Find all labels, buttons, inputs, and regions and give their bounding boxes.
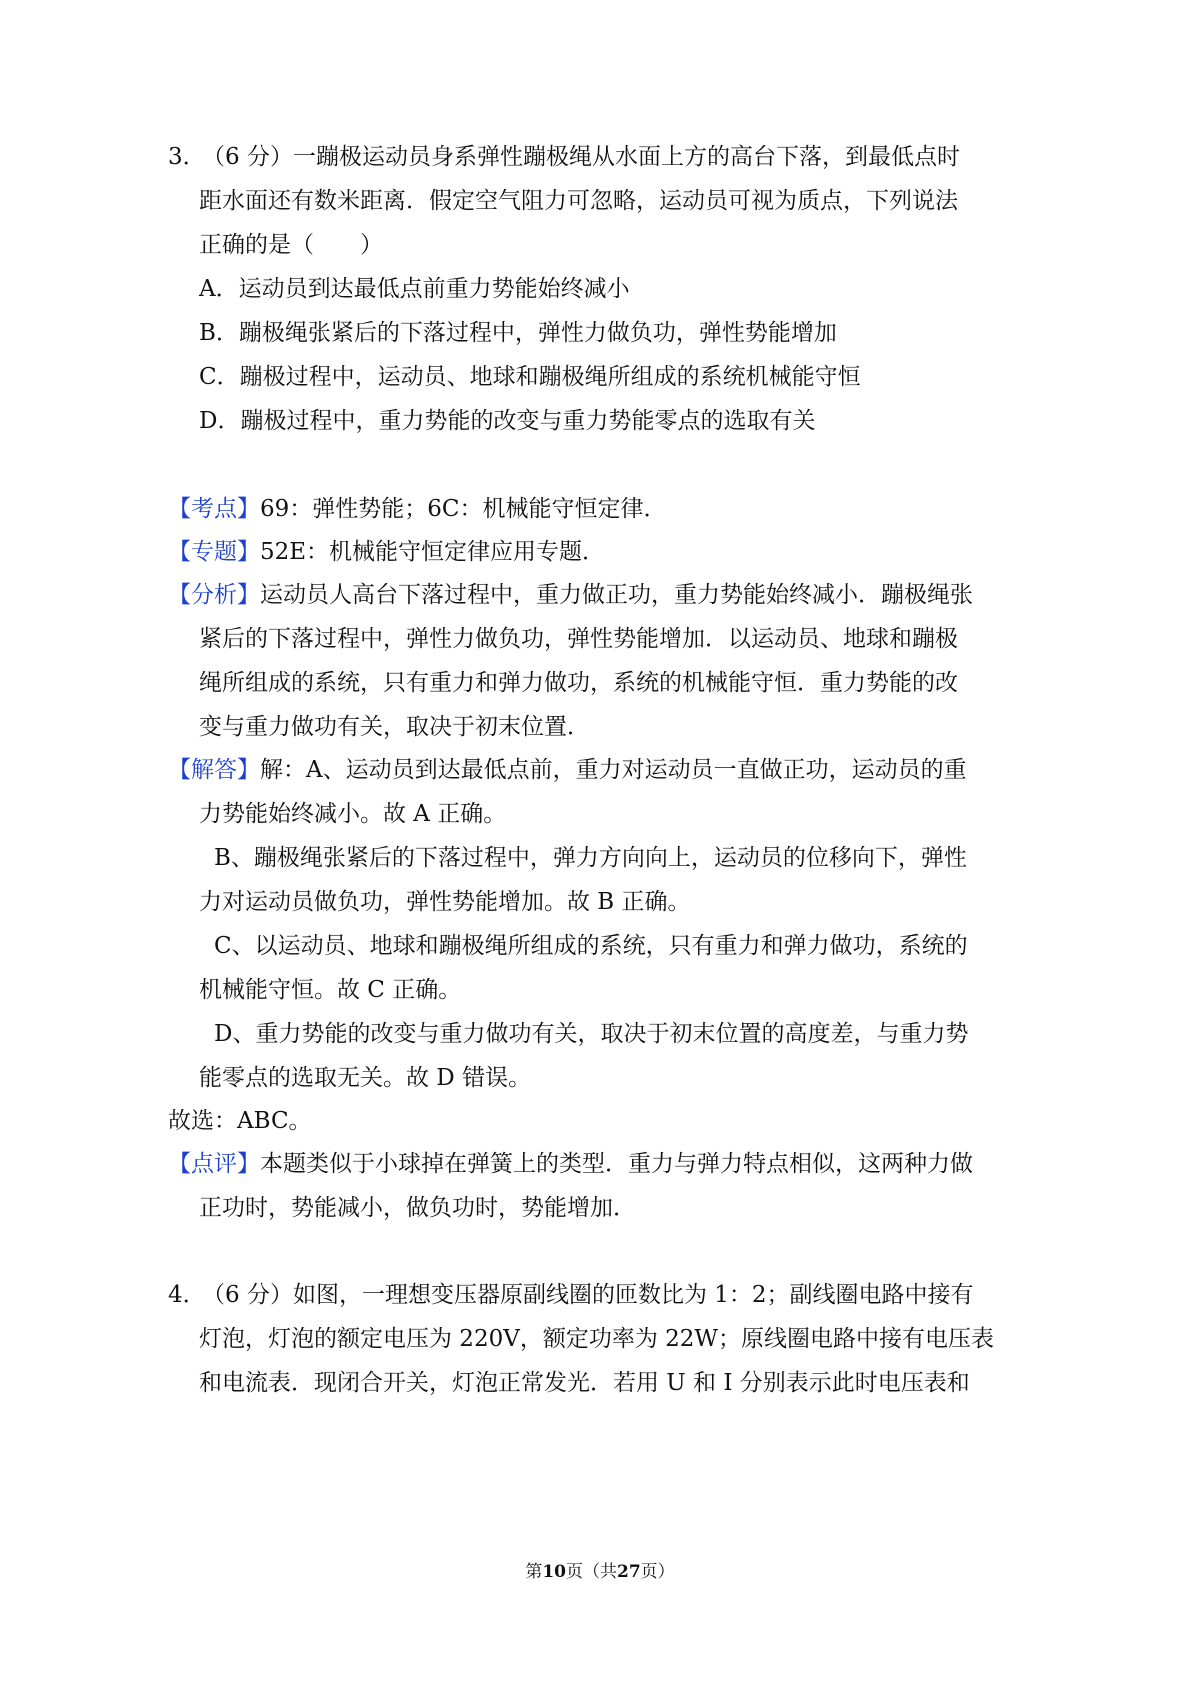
answer-line: 故选：ABC。	[168, 1108, 312, 1134]
footer-suffix: 页）	[640, 1562, 675, 1582]
q3-number: 3．	[168, 144, 206, 170]
q3-option-c: C．蹦极过程中，运动员、地球和蹦极绳所组成的系统机械能守恒	[199, 364, 861, 390]
q3-stem-1: （6 分）一蹦极运动员身系弹性蹦极绳从水面上方的高台下落，到最低点时	[202, 144, 960, 170]
kaodian-label: 【考点】	[168, 496, 260, 522]
q3-line-3: 正确的是（ ）	[199, 232, 383, 258]
jieda-line-6: 机械能守恒。故 C 正确。	[199, 977, 462, 1003]
q3-option-d: D．蹦极过程中，重力势能的改变与重力势能零点的选取有关	[199, 408, 816, 434]
dianping-line-2: 正功时，势能减小，做负功时，势能增加．	[199, 1195, 636, 1221]
fenxi-label: 【分析】	[168, 582, 260, 608]
jieda-text-1: 解：A、运动员到达最低点前，重力对运动员一直做正功，运动员的重	[260, 757, 967, 783]
dianping-line-1	[168, 1147, 973, 1181]
q4-stem-1: （6 分）如图，一理想变压器原副线圈的匝数比为 1：2；副线圈电路中接有	[202, 1282, 974, 1308]
fenxi-line-1	[168, 578, 973, 612]
zhuanti-text: 52E：机械能守恒定律应用专题．	[260, 539, 606, 565]
dianping-label: 【点评】	[168, 1151, 260, 1177]
jieda-line-4: 力对运动员做负功，弹性势能增加。故 B 正确。	[199, 889, 691, 915]
q3-line-1	[168, 140, 960, 174]
jieda-line-5: C、以运动员、地球和蹦极绳所组成的系统，只有重力和弹力做功，系统的	[214, 933, 968, 959]
footer-middle: 页（共	[566, 1562, 617, 1582]
jieda-line-7: D、重力势能的改变与重力做功有关，取决于初末位置的高度差，与重力势	[214, 1021, 969, 1047]
fenxi-line-2: 紧后的下落过程中，弹性力做负功，弹性势能增加．以运动员、地球和蹦极	[199, 626, 958, 652]
fenxi-text-1: 运动员人高台下落过程中，重力做正功，重力势能始终减小．蹦极绳张	[260, 582, 973, 608]
q4-number: 4．	[168, 1282, 206, 1308]
jieda-label: 【解答】	[168, 757, 260, 783]
jieda-line-8: 能零点的选取无关。故 D 错误。	[199, 1065, 532, 1091]
zhuanti-label: 【专题】	[168, 539, 260, 565]
dianping-text-1: 本题类似于小球掉在弹簧上的类型．重力与弹力特点相似，这两种力做	[260, 1151, 973, 1177]
kaodian-line	[168, 492, 667, 526]
page-footer	[0, 1560, 1200, 1584]
q3-option-b: B．蹦极绳张紧后的下落过程中，弹性力做负功，弹性势能增加	[199, 320, 837, 346]
jieda-line-3: B、蹦极绳张紧后的下落过程中，弹力方向向上，运动员的位移向下，弹性	[214, 845, 967, 871]
footer-page-number: 10	[542, 1562, 566, 1582]
q4-line-1	[168, 1278, 974, 1312]
kaodian-text: 69：弹性势能；6C：机械能守恒定律．	[260, 496, 667, 522]
fenxi-line-3: 绳所组成的系统，只有重力和弹力做功，系统的机械能守恒．重力势能的改	[199, 670, 958, 696]
footer-prefix: 第	[525, 1562, 543, 1582]
zhuanti-line	[168, 535, 605, 569]
jieda-line-1	[168, 753, 967, 787]
q3-option-a: A．运动员到达最低点前重力势能始终减小	[199, 276, 630, 302]
q4-line-3: 和电流表．现闭合开关，灯泡正常发光．若用 U 和 I 分别表示此时电压表和	[199, 1370, 970, 1396]
jieda-line-2: 力势能始终减小。故 A 正确。	[199, 801, 507, 827]
footer-total-pages: 27	[617, 1562, 641, 1582]
q3-line-2: 距水面还有数米距离．假定空气阻力可忽略，运动员可视为质点，下列说法	[199, 188, 958, 214]
q4-line-2: 灯泡，灯泡的额定电压为 220V，额定功率为 22W；原线圈电路中接有电压表	[199, 1326, 995, 1352]
fenxi-line-4: 变与重力做功有关，取决于初末位置．	[199, 714, 590, 740]
